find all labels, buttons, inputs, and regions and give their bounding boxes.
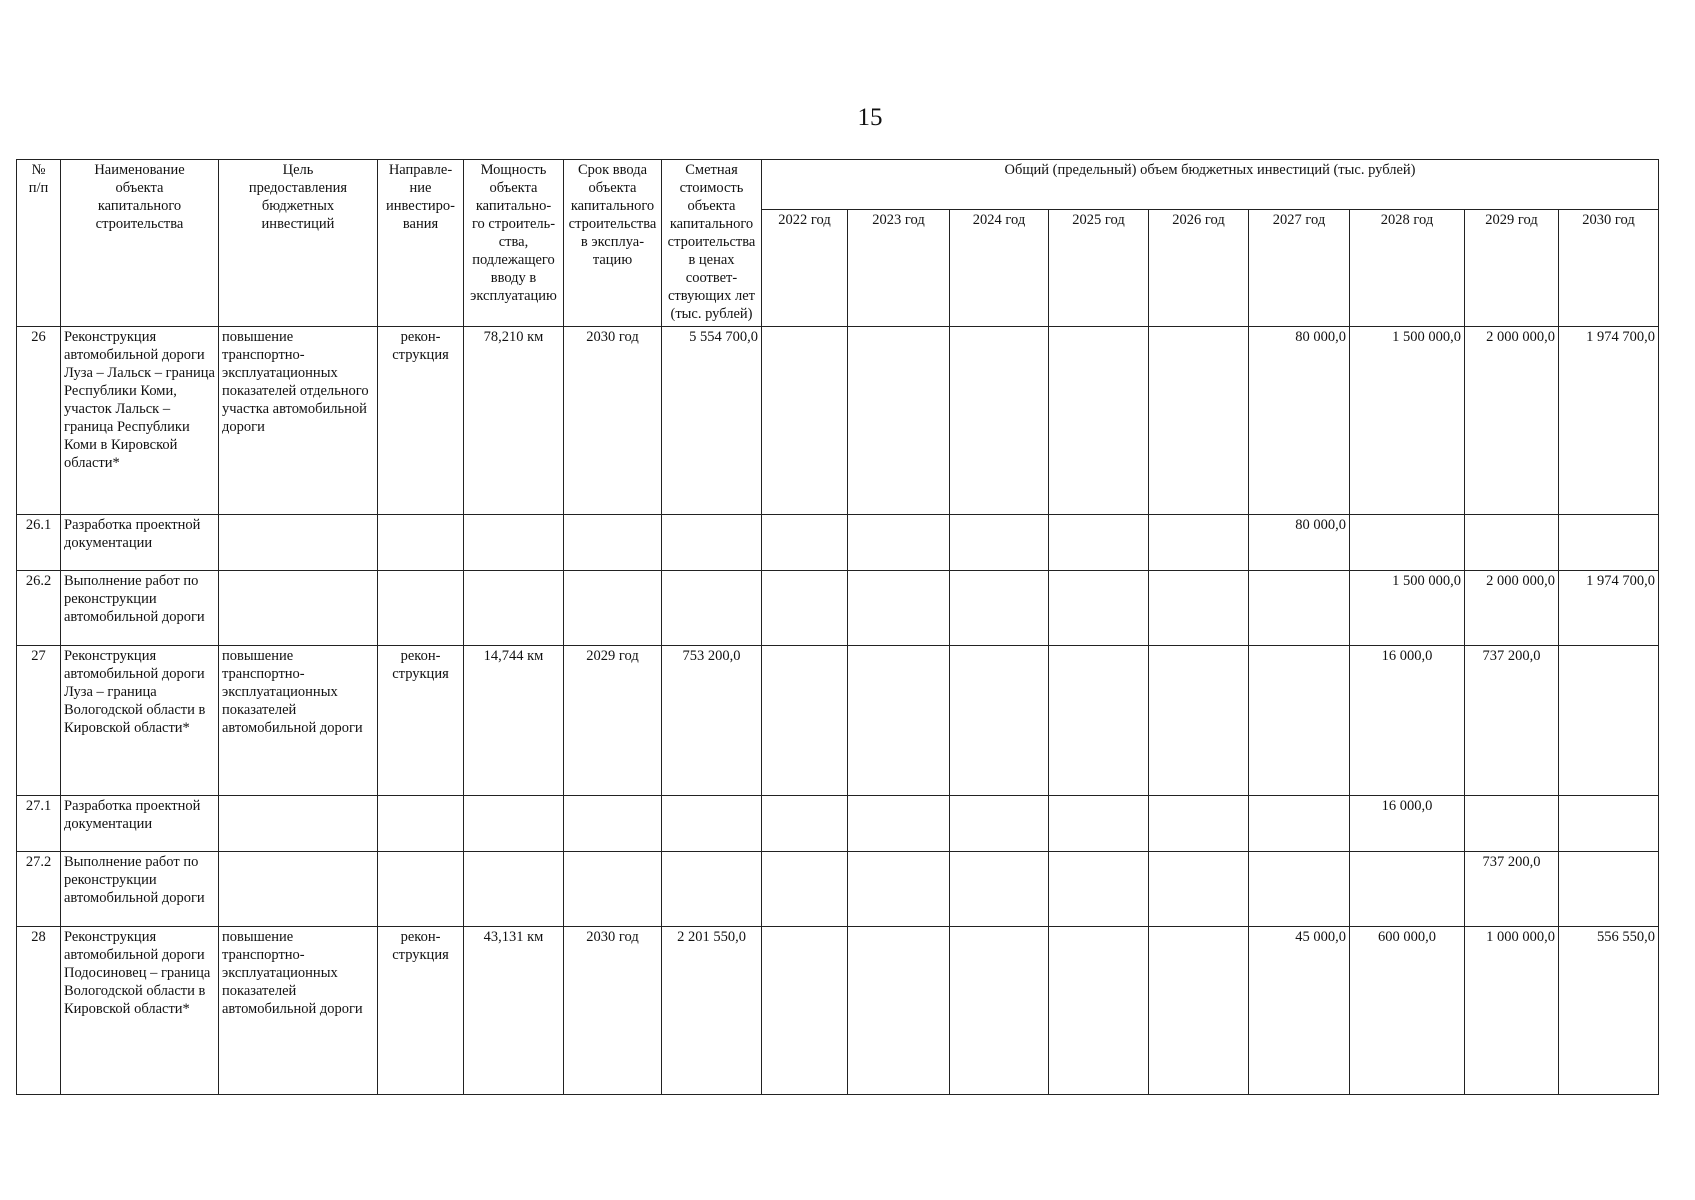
- table-row: [17, 927, 1659, 1095]
- row-year-2022: [762, 796, 848, 852]
- row-num: 27: [17, 646, 61, 796]
- row-year-2025: [1049, 571, 1149, 646]
- row-year-2022: [762, 571, 848, 646]
- row-name: Разработка проектной документации: [61, 515, 219, 571]
- header-year-2024: 2024 год: [950, 210, 1049, 327]
- header-year-2025: 2025 год: [1049, 210, 1149, 327]
- row-cost: [662, 796, 762, 852]
- table-row: [17, 796, 1659, 852]
- row-year-2026: [1149, 327, 1249, 515]
- row-capacity: 43,131 км: [464, 927, 564, 1095]
- row-capacity: [464, 852, 564, 927]
- header-num: № п/п: [17, 160, 61, 327]
- row-name: Выполнение работ по реконструкции автомобильной дороги: [61, 852, 219, 927]
- header-cost: Сметная стоимость объекта капитального строительства в ценах соответ- ствующих лет (тыс. рублей): [662, 160, 762, 327]
- row-goal: [219, 571, 378, 646]
- header-year-2030: 2030 год: [1559, 210, 1659, 327]
- table-row: [17, 327, 1659, 515]
- row-year-2024: [950, 515, 1049, 571]
- row-year-2022: [762, 515, 848, 571]
- row-term: [564, 515, 662, 571]
- row-year-2024: [950, 852, 1049, 927]
- row-year-2029: 2 000 000,0: [1465, 571, 1559, 646]
- row-capacity: 14,744 км: [464, 646, 564, 796]
- row-year-2022: [762, 852, 848, 927]
- row-year-2030: [1559, 852, 1659, 927]
- row-year-2025: [1049, 327, 1149, 515]
- investment-table: [16, 159, 1659, 1095]
- row-year-2030: 556 550,0: [1559, 927, 1659, 1095]
- row-goal: [219, 796, 378, 852]
- row-year-2022: [762, 327, 848, 515]
- row-year-2028: 1 500 000,0: [1350, 327, 1465, 515]
- row-year-2028: 16 000,0: [1350, 796, 1465, 852]
- row-name: Реконструкция автомобильной дороги Подосиновец – граница Вологодской области в Кировской области*: [61, 927, 219, 1095]
- row-year-2027: [1249, 646, 1350, 796]
- row-year-2028: 600 000,0: [1350, 927, 1465, 1095]
- row-year-2025: [1049, 646, 1149, 796]
- row-term: [564, 571, 662, 646]
- row-year-2028: [1350, 515, 1465, 571]
- row-num: 27.1: [17, 796, 61, 852]
- row-term: 2030 год: [564, 927, 662, 1095]
- row-term: 2029 год: [564, 646, 662, 796]
- row-year-2030: [1559, 646, 1659, 796]
- row-year-2026: [1149, 852, 1249, 927]
- row-goal: повышение транспортно-эксплуатационных показателей отдельного участка автомобильной дороги: [219, 327, 378, 515]
- row-year-2025: [1049, 796, 1149, 852]
- row-goal: повышение транспортно-эксплуатационных показателей автомобильной дороги: [219, 646, 378, 796]
- row-direction: [378, 852, 464, 927]
- row-num: 26.1: [17, 515, 61, 571]
- row-year-2030: 1 974 700,0: [1559, 327, 1659, 515]
- row-direction: рекон- струкция: [378, 927, 464, 1095]
- row-capacity: [464, 796, 564, 852]
- row-goal: [219, 515, 378, 571]
- table-body: [17, 327, 1659, 1095]
- row-capacity: [464, 515, 564, 571]
- row-cost: [662, 571, 762, 646]
- header-year-2028: 2028 год: [1350, 210, 1465, 327]
- table-row: [17, 571, 1659, 646]
- header-capacity: Мощность объекта капитально- го строитель- ства, подлежащего вводу в эксплуатацию: [464, 160, 564, 327]
- row-direction: [378, 571, 464, 646]
- row-cost: [662, 852, 762, 927]
- row-goal: [219, 852, 378, 927]
- row-direction: [378, 515, 464, 571]
- row-direction: [378, 796, 464, 852]
- row-year-2023: [848, 796, 950, 852]
- row-term: 2030 год: [564, 327, 662, 515]
- row-capacity: [464, 571, 564, 646]
- row-num: 27.2: [17, 852, 61, 927]
- header-name: Наименование объекта капитального строительства: [61, 160, 219, 327]
- row-year-2030: 1 974 700,0: [1559, 571, 1659, 646]
- row-term: [564, 852, 662, 927]
- row-year-2027: 80 000,0: [1249, 515, 1350, 571]
- row-term: [564, 796, 662, 852]
- row-year-2027: [1249, 796, 1350, 852]
- row-year-2030: [1559, 515, 1659, 571]
- row-year-2026: [1149, 571, 1249, 646]
- row-year-2026: [1149, 927, 1249, 1095]
- row-year-2028: 16 000,0: [1350, 646, 1465, 796]
- header-year-2027: 2027 год: [1249, 210, 1350, 327]
- header-term: Срок ввода объекта капитального строительства в эксплуа- тацию: [564, 160, 662, 327]
- row-direction: рекон- струкция: [378, 646, 464, 796]
- row-num: 26: [17, 327, 61, 515]
- row-goal: повышение транспортно-эксплуатационных показателей автомобильной дороги: [219, 927, 378, 1095]
- row-year-2028: 1 500 000,0: [1350, 571, 1465, 646]
- header-goal: Цель предоставления бюджетных инвестиций: [219, 160, 378, 327]
- row-direction: рекон- струкция: [378, 327, 464, 515]
- row-cost: [662, 515, 762, 571]
- row-year-2028: [1350, 852, 1465, 927]
- row-year-2023: [848, 515, 950, 571]
- header-year-2029: 2029 год: [1465, 210, 1559, 327]
- header-direction: Направле- ние инвестиро- вания: [378, 160, 464, 327]
- row-year-2026: [1149, 515, 1249, 571]
- row-year-2029: 2 000 000,0: [1465, 327, 1559, 515]
- header-year-2023: 2023 год: [848, 210, 950, 327]
- row-cost: 753 200,0: [662, 646, 762, 796]
- row-year-2024: [950, 571, 1049, 646]
- row-year-2023: [848, 927, 950, 1095]
- row-year-2029: [1465, 796, 1559, 852]
- row-cost: 5 554 700,0: [662, 327, 762, 515]
- row-year-2023: [848, 852, 950, 927]
- row-capacity: 78,210 км: [464, 327, 564, 515]
- row-year-2025: [1049, 515, 1149, 571]
- row-num: 26.2: [17, 571, 61, 646]
- row-year-2027: [1249, 852, 1350, 927]
- page-number: 15: [857, 104, 883, 131]
- header-year-2026: 2026 год: [1149, 210, 1249, 327]
- row-year-2024: [950, 646, 1049, 796]
- row-year-2025: [1049, 927, 1149, 1095]
- row-name: Разработка проектной документации: [61, 796, 219, 852]
- row-year-2027: 80 000,0: [1249, 327, 1350, 515]
- row-year-2029: 737 200,0: [1465, 646, 1559, 796]
- row-year-2027: [1249, 571, 1350, 646]
- row-year-2026: [1149, 646, 1249, 796]
- row-year-2029: 737 200,0: [1465, 852, 1559, 927]
- row-year-2030: [1559, 796, 1659, 852]
- row-year-2024: [950, 927, 1049, 1095]
- row-year-2022: [762, 927, 848, 1095]
- row-year-2024: [950, 327, 1049, 515]
- row-year-2023: [848, 571, 950, 646]
- header-year-2022: 2022 год: [762, 210, 848, 327]
- row-year-2023: [848, 327, 950, 515]
- header-total-volume: Общий (предельный) объем бюджетных инвестиций (тыс. рублей): [762, 160, 1659, 210]
- row-year-2029: [1465, 515, 1559, 571]
- table-row: [17, 515, 1659, 571]
- row-name: Выполнение работ по реконструкции автомобильной дороги: [61, 571, 219, 646]
- row-year-2029: 1 000 000,0: [1465, 927, 1559, 1095]
- row-name: Реконструкция автомобильной дороги Луза – Лальск – граница Республики Коми, участок Лальск – граница Республики Коми в Кировской области*: [61, 327, 219, 515]
- row-year-2022: [762, 646, 848, 796]
- row-year-2023: [848, 646, 950, 796]
- table-row: [17, 852, 1659, 927]
- row-num: 28: [17, 927, 61, 1095]
- row-year-2025: [1049, 852, 1149, 927]
- row-name: Реконструкция автомобильной дороги Луза – граница Вологодской области в Кировской области*: [61, 646, 219, 796]
- table-row: [17, 646, 1659, 796]
- row-year-2027: 45 000,0: [1249, 927, 1350, 1095]
- row-year-2026: [1149, 796, 1249, 852]
- row-cost: 2 201 550,0: [662, 927, 762, 1095]
- row-year-2024: [950, 796, 1049, 852]
